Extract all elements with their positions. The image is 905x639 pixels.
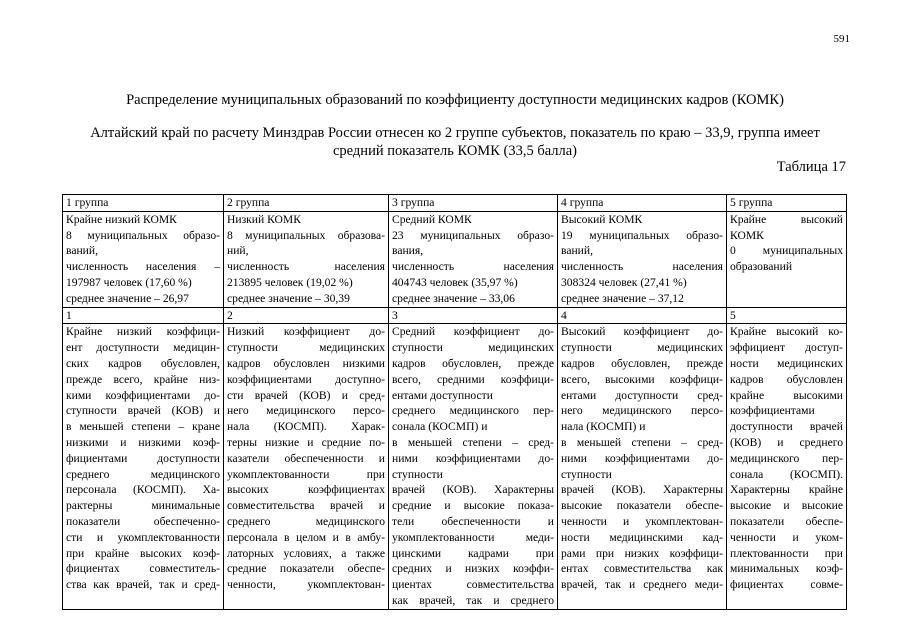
summary-line: Средний КОМК — [392, 212, 472, 226]
summary-line: вания, — [392, 244, 424, 258]
description-line: ности медицинскими кад- — [561, 530, 723, 544]
summary-line: 308324 человек (27,41 %) — [561, 275, 687, 289]
description-line: (КОВ) и среднего — [730, 435, 843, 449]
document-subtitle — [60, 124, 850, 160]
description-line: доступности врачей — [730, 420, 843, 434]
description-line: кадров обусловлен низкими — [227, 356, 385, 370]
group-description-cell — [63, 324, 224, 609]
description-line: показатели обеспе- — [730, 514, 843, 528]
group-summary-cell — [389, 211, 558, 307]
summary-line: среднее значение – 33,06 — [392, 291, 515, 305]
description-line: ченности и уком- — [730, 530, 843, 544]
description-line: среднего медицинского пер- — [392, 404, 554, 418]
description-line: средних и низких коэффи- — [392, 562, 554, 576]
description-line: кими коэффициентами до- — [66, 388, 220, 402]
summary-line: 8 муниципальных образова- — [227, 228, 385, 242]
description-line: сонала (КОСМП) и — [392, 420, 488, 434]
group-header-cell: 3 группа — [389, 195, 558, 212]
table-summary-row — [63, 211, 847, 307]
description-line: ступности медицинских — [392, 341, 554, 355]
description-line: плектованности при — [730, 546, 843, 560]
subtitle-line: Алтайский край по расчету Минздрав России отнесен ко 2 группе субъектов, показатель по краю – 33,9, группа имеет — [90, 125, 820, 141]
group-summary-cell — [727, 211, 847, 307]
description-line: ченности, укомплектован- — [227, 578, 385, 592]
table-description-row — [63, 324, 847, 609]
description-line: коэффициентами — [730, 404, 815, 418]
group-summary-cell — [558, 211, 727, 307]
description-line: него медицинского персо- — [227, 404, 385, 418]
group-description-cell — [389, 324, 558, 609]
description-line: медицинского пер- — [730, 451, 843, 465]
description-line: Характерны крайне — [730, 483, 843, 497]
group-description-cell — [727, 324, 847, 609]
description-line: сонала (КОСМП). — [730, 467, 843, 481]
description-line: высокие показатели обеспе- — [561, 499, 723, 513]
column-number-cell: 3 — [389, 307, 558, 324]
summary-line: численность населения — [561, 260, 723, 274]
description-line: ентах совместительства как — [561, 562, 723, 576]
summary-line: ний, — [227, 244, 249, 258]
description-line: в меньшей степени – сред- — [392, 435, 554, 449]
description-line: фициентами доступности — [66, 451, 220, 465]
summary-line: Крайне низкий КОМК — [66, 212, 177, 226]
description-line: в меньшей степени – кране — [66, 420, 220, 434]
description-line: фициентах совме- — [730, 578, 843, 592]
description-line: ступности медицинских — [561, 341, 723, 355]
summary-line: 197987 человек (17,60 %) — [66, 275, 192, 289]
description-line: ентами доступности — [392, 388, 493, 402]
description-line: рами при низких коэффици- — [561, 546, 723, 560]
description-line: высокие и высокие — [730, 499, 843, 513]
description-line: нала (КОСМП). Харак- — [227, 420, 385, 434]
description-line: ских кадров обусловлен, — [66, 356, 220, 370]
summary-line: 0 муниципальных — [730, 244, 843, 258]
description-line: Крайне низкий коэффици- — [66, 325, 220, 339]
subtitle-line: средний показатель КОМК (33,5 балла) — [333, 143, 577, 159]
description-line: показатели обеспеченно- — [66, 514, 220, 528]
group-summary-cell — [224, 211, 389, 307]
summary-line: Высокий КОМК — [561, 212, 643, 226]
description-line: в меньшей степени – сред- — [561, 435, 723, 449]
description-line: сти и укомплектованности — [66, 530, 220, 544]
summary-line: Крайне высокий — [730, 212, 843, 226]
description-line: ности медицинских — [730, 356, 843, 370]
summary-line: 404743 человек (35,97 %) — [392, 275, 518, 289]
description-line: укомплектованности при — [227, 467, 385, 481]
description-line: низкими и низкими коэф- — [66, 435, 220, 449]
description-line: терны низкие и средние по- — [227, 435, 385, 449]
description-line: фициентах совместитель- — [66, 562, 220, 576]
description-line: кадров обусловлен — [730, 372, 843, 386]
description-line: ступности — [392, 467, 443, 481]
description-line: него медицинского персо- — [561, 404, 723, 418]
description-line: ства как врачей, так и сред- — [66, 578, 220, 592]
description-line: циентах совместительства — [392, 578, 554, 592]
description-line: крайне высокими — [730, 388, 843, 402]
page-number: 591 — [833, 33, 850, 45]
column-number-cell: 5 — [727, 307, 847, 324]
group-description-cell — [224, 324, 389, 609]
description-line: прежде всего, крайне низ- — [66, 372, 220, 386]
description-line: средние и высокие показа- — [392, 499, 554, 513]
summary-line: среднее значение – 37,12 — [561, 291, 684, 305]
description-line: при крайне высоких коэф- — [66, 546, 220, 560]
description-line: Низкий коэффициент до- — [227, 325, 385, 339]
description-line: совместительства врачей и — [227, 499, 385, 513]
table-header-row — [63, 195, 847, 212]
description-line: среднего медицинского — [66, 467, 220, 481]
distribution-table — [62, 194, 847, 610]
description-line: врачей (КОВ). Характерны — [561, 483, 723, 497]
description-line: ступности — [561, 467, 612, 481]
description-line: Высокий коэффициент до- — [561, 325, 723, 339]
description-line: цинскими кадрами при — [392, 546, 554, 560]
description-line: Средний коэффициент до- — [392, 325, 554, 339]
summary-line: ваний, — [66, 244, 98, 258]
summary-line: 23 муниципальных образо- — [392, 228, 554, 242]
column-number-cell: 2 — [224, 307, 389, 324]
description-line: как врачей, так и среднего — [392, 593, 554, 607]
summary-line: численность населения – — [66, 260, 220, 274]
description-line: укомплектованности меди- — [392, 530, 554, 544]
table-number-row — [63, 307, 847, 324]
description-line: рактерны минимальные — [66, 499, 220, 513]
group-header-cell: 4 группа — [558, 195, 727, 212]
description-line: среднего медицинского — [227, 514, 385, 528]
summary-line: 19 муниципальных образо- — [561, 228, 723, 242]
group-description-cell — [558, 324, 727, 609]
group-header-cell: 1 группа — [63, 195, 224, 212]
description-line: минимальных коэф- — [730, 562, 843, 576]
description-line: латорных условиях, а также — [227, 546, 385, 560]
description-line: ними коэффициентами до- — [392, 451, 554, 465]
summary-line: 213895 человек (19,02 %) — [227, 275, 353, 289]
description-line: Крайне высокий ко- — [730, 325, 843, 339]
description-line: тели обеспеченности и — [392, 514, 554, 528]
group-header-cell: 5 группа — [727, 195, 847, 212]
description-line: ент доступности медицин- — [66, 341, 220, 355]
description-line: всего, высокими коэффици- — [561, 372, 723, 386]
group-header-cell: 2 группа — [224, 195, 389, 212]
description-line: средние показатели обеспе- — [227, 562, 385, 576]
summary-line: 8 муниципальных образо- — [66, 228, 220, 242]
summary-line: КОМК — [730, 228, 764, 242]
description-line: коэффициентами доступно- — [227, 372, 385, 386]
summary-line: ваний, — [561, 244, 593, 258]
summary-line: образований — [730, 260, 793, 274]
column-number-cell: 4 — [558, 307, 727, 324]
summary-line: численность населения — [392, 260, 554, 274]
description-line: ентами доступности сред- — [561, 388, 723, 402]
summary-line: среднее значение – 26,97 — [66, 291, 189, 305]
table-caption: Таблица 17 — [776, 159, 846, 175]
description-line: казатели обеспеченности и — [227, 451, 385, 465]
description-line: персонала в целом и в амбу- — [227, 530, 385, 544]
description-line: высоких коэффициентах — [227, 483, 385, 497]
summary-line: среднее значение – 30,39 — [227, 291, 350, 305]
description-line: нала (КОСМП) и — [561, 420, 646, 434]
column-number-cell: 1 — [63, 307, 224, 324]
description-line: всего, средними коэффици- — [392, 372, 554, 386]
description-line: персонала (КОСМП). Ха- — [66, 483, 220, 497]
description-line: кадров обусловлен, прежде — [392, 356, 554, 370]
document-title: Распределение муниципальных образований по коэффициенту доступности медицинских кадров (КОМК) — [126, 92, 784, 108]
summary-line: численность населения — [227, 260, 385, 274]
description-line: эффициент доступ- — [730, 341, 843, 355]
description-line: ступности медицинских — [227, 341, 385, 355]
description-line: ними коэффициентами до- — [561, 451, 723, 465]
description-line: ченности и укомплектован- — [561, 514, 723, 528]
summary-line: Низкий КОМК — [227, 212, 301, 226]
description-line: сти врачей (КОВ) и сред- — [227, 388, 385, 402]
description-line: кадров обусловлен, прежде — [561, 356, 723, 370]
description-line: ступности врачей (КОВ) и — [66, 404, 220, 418]
group-summary-cell — [63, 211, 224, 307]
description-line: врачей (КОВ). Характерны — [392, 483, 554, 497]
description-line: врачей, так и среднего меди- — [561, 578, 723, 592]
